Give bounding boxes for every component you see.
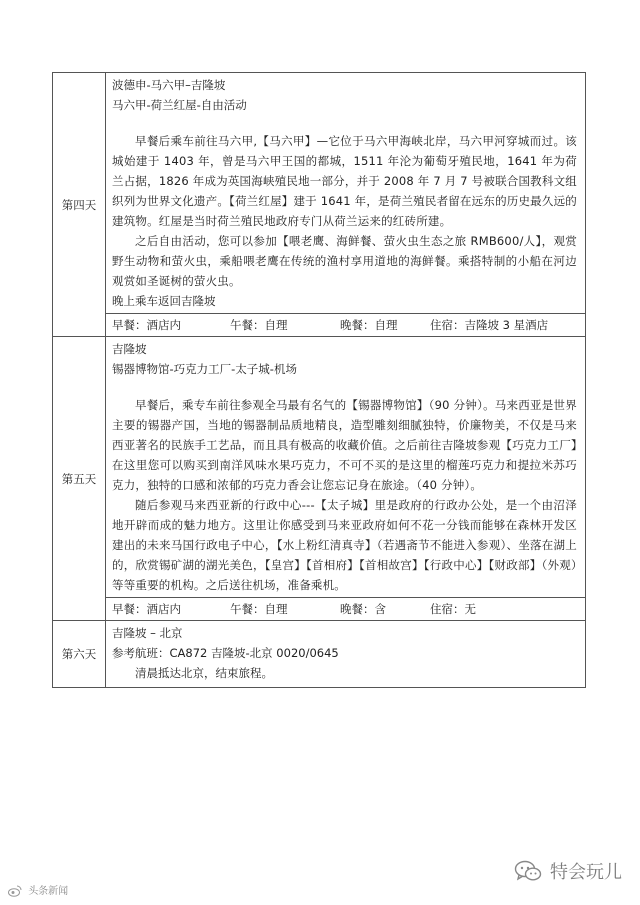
itinerary-table <box>52 72 586 688</box>
day4-label: 第四天 <box>53 73 106 337</box>
day5-breakfast: 早餐：酒店内 <box>112 602 181 616</box>
day5-meals-row <box>53 598 586 621</box>
day4-route-secondary: 马六甲-荷兰红屋-自由活动 <box>112 98 247 112</box>
day4-row <box>53 73 586 314</box>
wechat-icon <box>514 860 542 882</box>
watermark-left <box>8 882 68 897</box>
day5-route-primary: 吉隆坡 <box>112 342 147 356</box>
day6-label: 第六天 <box>53 621 106 688</box>
day5-label: 第五天 <box>53 337 106 621</box>
day5-paragraph-museum: 早餐后，乘专车前往参观全马最有名气的【锡器博物馆】（90 分钟）。马来西亚是世界主要的锡器产国，当地的锡器制品质地精良，造型雕刻细腻独特，价廉物美，不仅是马来西亚著名的民族手工艺品，而且具有极高的收藏价值。之后前往吉隆坡参观【巧克力工厂】在这里您可以购买到南洋风味水果巧克力，不可不买的是这里的榴莲巧克力和提拉米苏巧克力，独特的口感和浓郁的巧克力香会让您忘记身在旅途。（40 分钟）。 <box>112 398 577 492</box>
watermark-right-text: 特会玩儿 <box>550 862 622 883</box>
day4-meals <box>106 314 586 337</box>
day6-row <box>53 621 586 688</box>
watermark-left-text: 头条新闻 <box>28 886 69 897</box>
day4-paragraph-free-activity: 之后自由活动，您可以参加【喂老鹰、海鲜餐、萤火虫生态之旅 RMB600/人】，观赏野生动物和萤火虫，乘船喂老鹰在传统的渔村享用道地的海鲜餐。乘搭特制的小船在河边观赏如圣诞树的萤火虫。 <box>112 234 577 288</box>
watermark-right <box>514 858 622 884</box>
day4-content <box>106 73 586 314</box>
day5-paragraph-putrajaya: 随后参观马来西亚新的行政中心---【太子城】里是政府的行政办公处，是一个由沼泽地开辟而成的魅力地方。这里让你感受到马来亚政府如何不花一分钱而能够在森林开发区建出的未来马国行政电子中心，【水上粉红清真寺】（若遇斋节不能进入参观）、坐落在湖上的，欣赏锡矿湖的湖光美色，【皇宫】【首相府】【首相故宫】【行政中心】【财政部】（外观）等等重要的机构。之后送往机场，准备乘机。 <box>112 498 577 592</box>
day4-meals-row <box>53 314 586 337</box>
day4-hotel: 住宿：吉隆坡 3 星酒店 <box>430 318 549 332</box>
day5-meals <box>106 598 586 621</box>
weibo-icon <box>8 885 22 897</box>
day4-evening-note: 晚上乘车返回吉隆坡 <box>112 294 216 308</box>
day6-flight: 参考航班：CA872 吉隆坡-北京 0020/0645 <box>112 646 339 660</box>
day5-row <box>53 337 586 598</box>
day4-dinner: 晚餐：自理 <box>340 318 398 332</box>
day5-content <box>106 337 586 598</box>
day4-lunch: 午餐：自理 <box>230 318 288 332</box>
day6-arrival: 清晨抵达北京，结束旅程。 <box>135 666 273 680</box>
day4-paragraph-malacca: 早餐后乘车前往马六甲,【马六甲】—它位于马六甲海峡北岸，马六甲河穿城而过。该城始建于 1403 年，曾是马六甲王国的都城，1511 年沦为葡萄牙殖民地，1641 年为荷兰占据，1826 年成为英国海峡殖民地一部分，并于 2008 年 7 月 7 号被联合国教科文组织列为世界文化遗产。【荷兰红屋】建于 1641 年，是荷兰殖民者留在远东的历史最久远的建筑物。红屋是当时荷兰殖民地政府专门从荷兰运来的红砖所建。 <box>112 134 577 228</box>
day5-route-secondary: 锡器博物馆-巧克力工厂-太子城-机场 <box>112 362 297 376</box>
day5-hotel: 住宿：无 <box>430 602 476 616</box>
day5-lunch: 午餐：自理 <box>230 602 288 616</box>
day4-route-primary: 波德申-马六甲–吉隆坡 <box>112 78 226 92</box>
day5-dinner: 晚餐：含 <box>340 602 386 616</box>
day4-breakfast: 早餐：酒店内 <box>112 318 181 332</box>
day6-route: 吉隆坡 – 北京 <box>112 626 183 640</box>
day6-content <box>106 621 586 688</box>
